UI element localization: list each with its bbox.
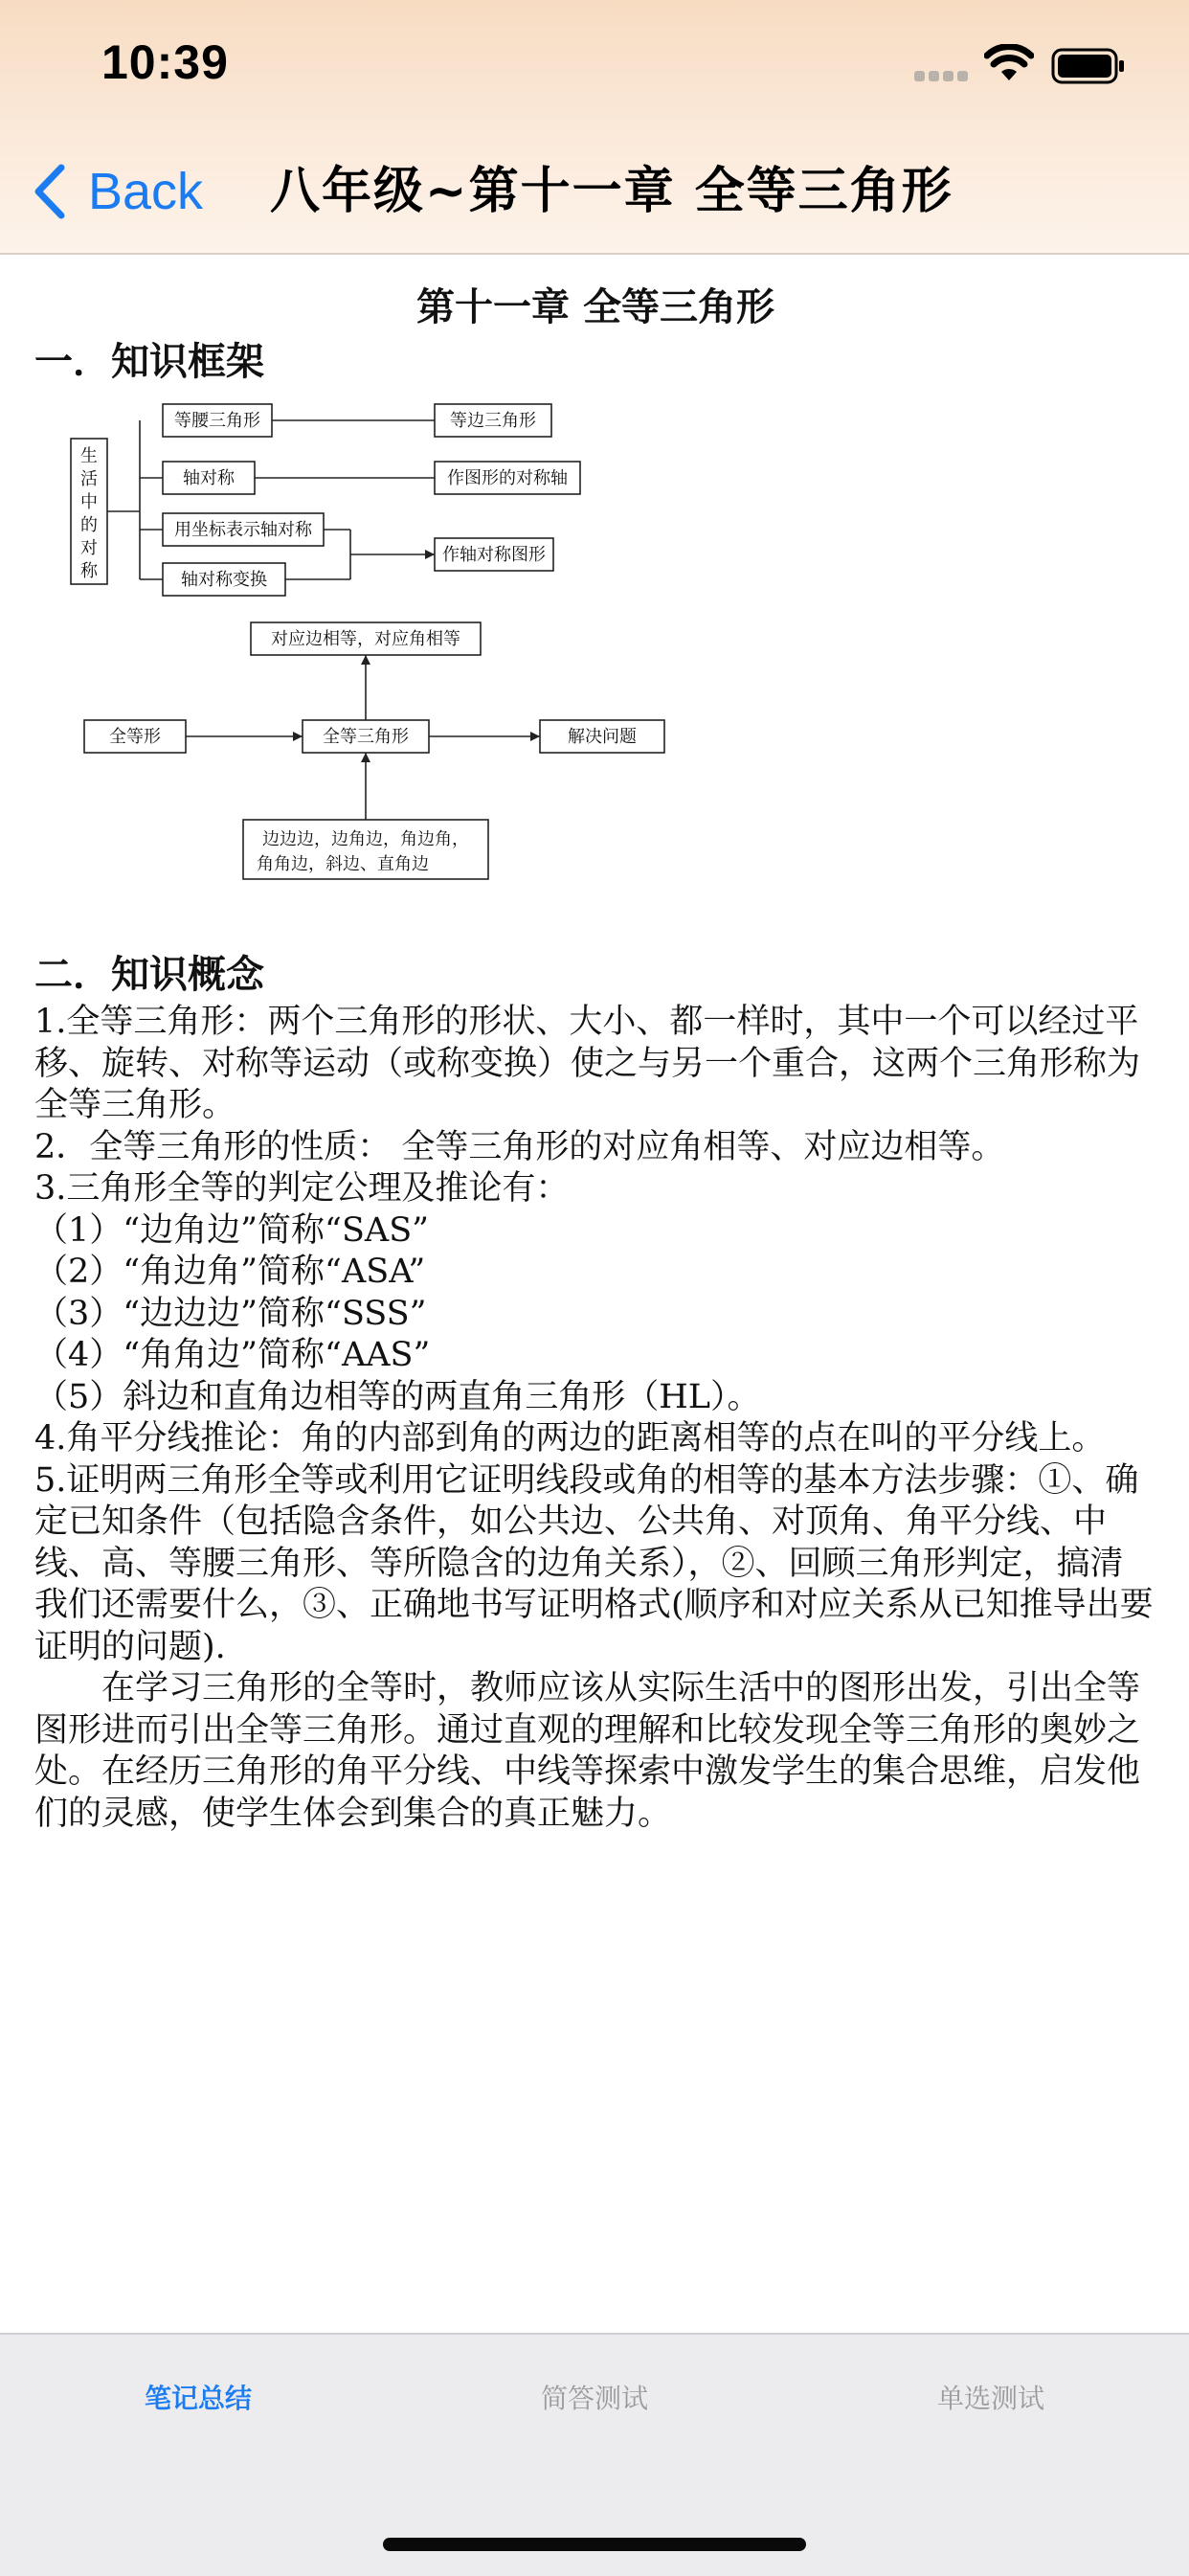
navigation-header [0,0,1189,255]
concept-list-item: （5）斜边和直角边相等的两直角三角形（HL）。 [34,1377,761,1416]
diagram-congruent-triangle-label: 全等三角形 [323,727,409,747]
diagram-side-char: 生 [80,446,98,466]
diagram-solve-label: 解决问题 [568,727,637,747]
diagram-criteria-line1: 边边边，边角边，角边角， [262,829,469,849]
back-button[interactable] [33,153,203,230]
back-label: Back [88,163,204,220]
diagram-draw-figure-label: 作轴对称图形 [442,545,546,565]
diagram-side-char: 称 [80,561,98,581]
section-heading-framework: 一．知识框架 [34,340,264,384]
document-title: 第十一章 全等三角形 [416,285,774,329]
diagram-side-char: 活 [80,469,98,489]
tab-short-answer-test[interactable]: 简答测试 [540,2383,648,2414]
concept-list-item: （1）“边角边”简称“SAS” [34,1210,430,1250]
diagram-criteria-line2: 角角边，斜边、直角边 [257,854,429,874]
diagram-axis-transform-label: 轴对称变换 [181,570,267,590]
diagram-congruent-figure-label: 全等形 [109,727,161,747]
diagram-corresponding-label: 对应边相等，对应角相等 [271,629,460,649]
chevron-left-icon [33,164,67,219]
diagram-equilateral-label: 等边三角形 [450,411,536,431]
tab-single-choice-test[interactable]: 单选测试 [936,2383,1044,2414]
concept-list-item: （2）“角边角”简称“ASA” [34,1253,426,1291]
page-title: 八年级~第十一章 全等三角形 [270,163,953,220]
concept-list-item: （3）“边边边”简称“SSS” [34,1294,427,1333]
diagram-axis-symmetry-label: 轴对称 [183,468,235,488]
concept-paragraph: 1.全等三角形：两个三角形的形状、大小、都一样时，其中一个可以经过平移、旋转、对称等运动（或称变换）使之与另一个重合，这两个三角形称为全等三角形。 [34,1003,1141,1124]
home-indicator[interactable] [383,2538,806,2551]
tab-notes-summary[interactable]: 笔记总结 [144,2383,252,2414]
concept-paragraph: 2．全等三角形的性质： 全等三角形的对应角相等、对应边相等。 [34,1127,1005,1166]
concept-paragraph: 3.三角形全等的判定公理及推论有： [34,1169,570,1208]
diagram-coord-axis-label: 用坐标表示轴对称 [174,520,312,540]
wifi-icon [984,44,1034,86]
diagram-side-char: 中 [80,492,98,512]
diagram-side-char: 对 [80,538,98,558]
diagram-side-char: 的 [80,515,98,535]
section-heading-concepts: 二．知识概念 [34,953,264,997]
concept-paragraph: 4.角平分线推论：角的内部到角的两边的距离相等的点在叫的平分线上。 [34,1419,1106,1457]
note-content [34,280,1156,1835]
diagram-isosceles-label: 等腰三角形 [174,411,260,431]
teaching-reflection-paragraph: 在学习三角形的全等时，教师应该从实际生活中的图形出发，引出全等图形进而引出全等三角形。通过直观的理解和比较发现全等三角形的奥妙之处。在经历三角形的角平分线、中线等探索中激发学生的集合思维，启发他们的灵感，使学生体会到集合的真正魅力。 [34,1669,1141,1833]
status-time: 10:39 [101,35,229,89]
concept-list-item: （4）“角角边”简称“AAS” [34,1336,431,1374]
diagram-draw-axis-label: 作图形的对称轴 [447,468,568,488]
battery-icon [1051,48,1128,88]
cellular-signal-icon [914,67,972,85]
concept-paragraph: 5.证明两三角形全等或利用它证明线段或角的相等的基本方法步骤：①、确定已知条件（包括隐含条件，如公共边、公共角、对顶角、角平分线、中线、高、等腰三角形、等所隐含的边角关系），②、回顾三角形判定，搞清我们还需要什么，③、正确地书写证明格式(顺序和对应关系从已知推导出要证明的问题). [34,1460,1154,1666]
knowledge-framework-diagram [34,393,705,948]
